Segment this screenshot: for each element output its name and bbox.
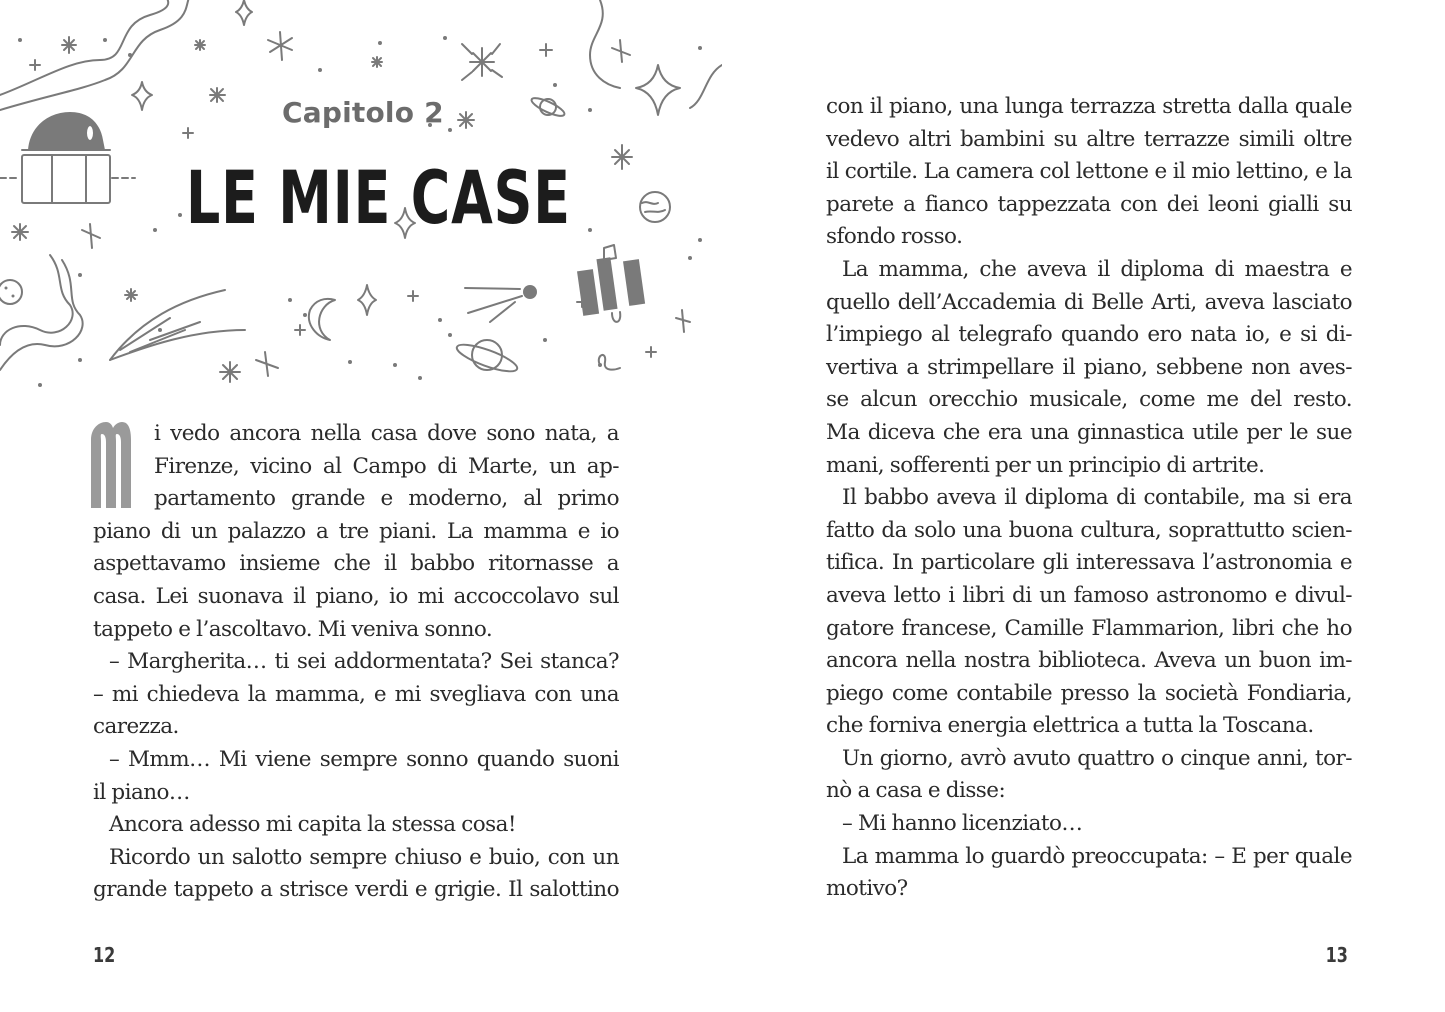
text-line: gatore francese, Camille Flammarion, libri che ho (826, 615, 1352, 641)
ringed-planet-icon (454, 340, 520, 377)
sputnik-icon (465, 285, 537, 322)
text-line: – Mi hanno licenziato… (842, 811, 1083, 837)
text-line: Il babbo aveva il diploma di contabile, ma si era (842, 485, 1352, 511)
text-line: vertiva a strimpellare il piano, sebbene non aves- (826, 354, 1352, 380)
text-line: – Mmm… Mi viene sempre sonno quando suoni (109, 746, 619, 772)
text-line: Ancora adesso mi capita la stessa cosa! (109, 812, 516, 838)
text-line: tifica. In particolare gli interessava l’astronomia e (826, 550, 1352, 576)
left-page (0, 0, 722, 1012)
text-line: partamento grande e moderno, al primo (154, 486, 619, 512)
drop-cap-m (91, 422, 131, 508)
text-line: piano di un palazzo a tre piani. La mamma e io (93, 518, 619, 544)
text-line: con il piano, una lunga terrazza stretta dalla quale (826, 94, 1352, 119)
text-line: sfondo rosso. (826, 224, 963, 250)
text-line: – Margherita… ti sei addormentata? Sei stanca? (109, 649, 619, 675)
chapter-title: LE MIE CASE (186, 156, 571, 241)
text-line: il piano… (93, 779, 190, 805)
text-line: nò a casa e disse: (826, 778, 1006, 804)
star-icon (462, 44, 502, 80)
text-line: che forniva energia elettrica a tutta la Toscana. (826, 713, 1314, 739)
text-line: quello dell’Accademia di Belle Arti, aveva lasciato (826, 289, 1352, 315)
text-line: parete a fianco tappezzata con dei leoni gialli su (826, 191, 1352, 217)
sparkle-icon (132, 82, 152, 110)
text-line: il cortile. La camera col lettone e il mio lettino, e la (826, 159, 1352, 185)
sparkle-icon (636, 65, 680, 115)
text-line: La mamma lo guardò preoccupata: – E per quale (842, 843, 1352, 869)
text-line: La mamma, che aveva il diploma di maestra e (842, 256, 1352, 282)
text-line: Ricordo un salotto sempre chiuso e buio, con un (109, 844, 619, 870)
text-line: – mi chiedeva la mamma, e mi svegliava con una (93, 681, 619, 707)
sparkle-icon (236, 0, 252, 25)
ringed-planet-icon (530, 95, 567, 119)
text-line: i vedo ancora nella casa dove sono nata, a (154, 421, 619, 446)
right-page (722, 0, 1445, 1012)
observatory-icon (0, 112, 135, 203)
squiggle-line-icon (690, 65, 722, 108)
text-line: aveva letto i libri di un famoso astronomo e divul- (826, 582, 1352, 608)
text-line: l’impiego al telegrafo quando ero nata io, e si di- (826, 322, 1352, 348)
left-page-body (93, 418, 619, 907)
text-line: mani, sofferenti per un principio di artrite. (826, 452, 1265, 478)
squiggle-line-icon (599, 355, 620, 370)
right-page-body (826, 91, 1352, 906)
text-line: motivo? (826, 876, 908, 902)
text-line: carezza. (93, 714, 179, 740)
crescent-moon-icon (309, 299, 335, 340)
text-line: Un giorno, avrò avuto quattro o cinque anni, tor- (842, 745, 1352, 771)
earth-planet-icon (640, 192, 670, 222)
milky-way-squiggle-icon (0, 0, 190, 110)
text-line: casa. Lei suonava il piano, io mi accoccolavo sul (93, 583, 619, 609)
text-line: piego come contabile presso la società Fondiaria, (826, 680, 1352, 706)
page-number-right: 13 (1325, 943, 1348, 967)
sparkle-icon (358, 285, 376, 315)
text-line: Firenze, vicino al Campo di Marte, un ap- (154, 453, 619, 479)
star-icon (612, 145, 632, 169)
squiggle-line-icon (590, 0, 620, 88)
text-line: ancora nella nostra biblioteca. Aveva un buon im- (826, 648, 1352, 674)
text-line: grande tappeto a strisce verdi e grigie. Il salottino (93, 877, 619, 903)
text-line: vedevo altri bambini su altre terrazze simili oltre (826, 126, 1352, 152)
text-line: Ma diceva che era una ginnastica utile per le sue (826, 419, 1352, 445)
text-line: se alcun orecchio musicale, come me del resto. (826, 387, 1352, 413)
page-number-left: 12 (93, 943, 116, 967)
space-telescope-icon (577, 245, 645, 322)
moon-planet-icon (0, 280, 22, 304)
text-line: fatto da solo una buona cultura, soprattutto scien- (826, 517, 1352, 543)
text-line: aspettavamo insieme che il babbo ritornasse a (93, 551, 619, 577)
text-line: tappeto e l’ascoltavo. Mi veniva sonno. (93, 616, 493, 642)
squiggle-line-icon (0, 260, 83, 370)
chapter-label: Capitolo 2 (282, 96, 444, 129)
squiggle-line-icon (0, 255, 73, 345)
